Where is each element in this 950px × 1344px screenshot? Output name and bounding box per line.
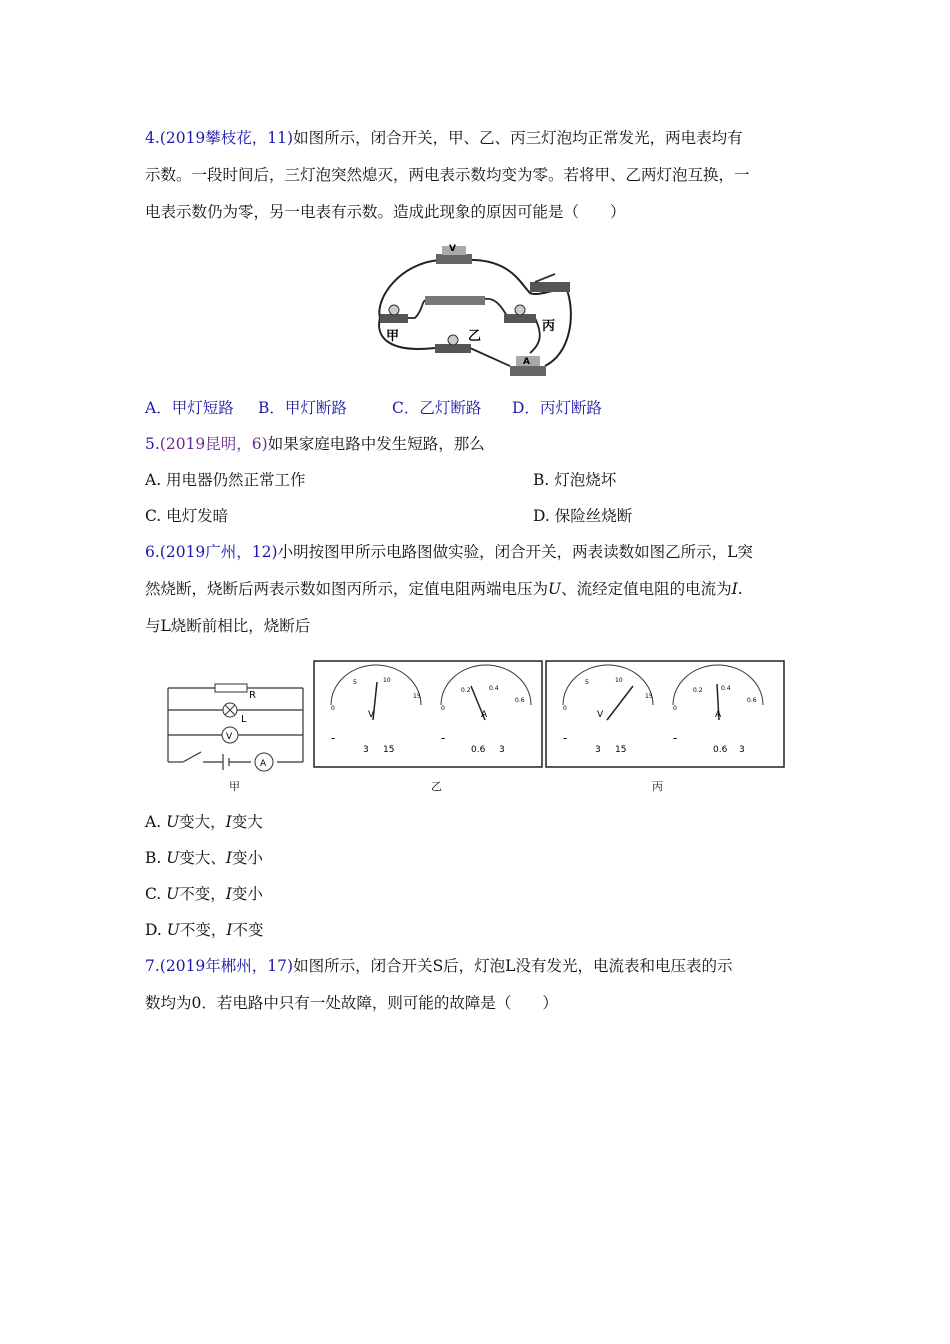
q4-source: (2019攀枝花，11) bbox=[159, 129, 294, 147]
q6-b-letter: B. bbox=[145, 849, 167, 867]
bing-v-scale-0: 0 bbox=[563, 705, 567, 712]
yi-v-scale-5: 5 bbox=[353, 679, 357, 686]
voltmeter-label: V bbox=[449, 244, 456, 254]
yi-v-scale-15: 15 bbox=[413, 693, 421, 700]
yi-v-3: 3 bbox=[363, 745, 369, 755]
voltmeter-base bbox=[436, 254, 472, 264]
q4-option-a: A．甲灯短路 bbox=[145, 399, 234, 417]
q5-option-a: A. 用电器仍然正常工作 bbox=[145, 471, 306, 489]
meter-panel-yi bbox=[313, 660, 543, 768]
q6-line-1 bbox=[145, 541, 753, 563]
q4-stem-2: 示数。一段时间后，三灯泡突然熄灭，两电表示数均变为零。若将甲、乙两灯泡互换，一 bbox=[145, 166, 750, 184]
q6-stem-3: 与L烧断前相比，烧断后 bbox=[145, 617, 311, 635]
lamp-jia-label: 甲 bbox=[386, 329, 400, 344]
yi-a-3: 3 bbox=[499, 745, 505, 755]
q7-line-1 bbox=[145, 955, 732, 977]
q6-b-t2: 变小 bbox=[231, 849, 263, 867]
q4-option-c: C．乙灯断路 bbox=[392, 399, 482, 417]
q6-a-u: U bbox=[166, 813, 180, 831]
yi-v-scale-0: 0 bbox=[331, 705, 335, 712]
q6-c-i: I bbox=[225, 885, 232, 903]
bing-v-scale-15: 15 bbox=[645, 693, 653, 700]
lamp-label: L bbox=[241, 714, 247, 725]
q6-d-i: I bbox=[226, 921, 233, 939]
bing-a-3: 3 bbox=[739, 745, 745, 755]
q5-option-b: B. 灯泡烧坏 bbox=[533, 471, 617, 489]
yi-a-06: 0.6 bbox=[471, 745, 486, 755]
caption-yi: 乙 bbox=[431, 780, 442, 793]
bing-a-letter: A bbox=[715, 710, 722, 720]
q6-b-u: U bbox=[166, 849, 180, 867]
q6-a-t2: 变大 bbox=[231, 813, 263, 831]
bing-v-scale-10: 10 bbox=[615, 677, 623, 684]
q6-option-a bbox=[145, 811, 263, 833]
q6-a-t1: 变大， bbox=[179, 813, 226, 831]
bing-a-06: 0.6 bbox=[713, 745, 728, 755]
q4-number: 4. bbox=[145, 129, 160, 147]
q6-option-b bbox=[145, 847, 263, 869]
q6-var-i: I. bbox=[731, 580, 743, 598]
q6-option-d bbox=[145, 919, 263, 941]
q5-source: (2019昆明，6) bbox=[159, 435, 268, 453]
q5-line bbox=[145, 433, 485, 455]
yi-a-scale-06: 0.6 bbox=[515, 697, 525, 704]
q5-number: 5. bbox=[145, 435, 160, 453]
switch-base bbox=[530, 282, 570, 292]
q7-source: (2019年郴州，17) bbox=[159, 957, 294, 975]
yi-v-15: 15 bbox=[383, 745, 395, 755]
q6-c-letter: C. bbox=[145, 885, 167, 903]
q6-b-i: I bbox=[225, 849, 232, 867]
q6-line-2 bbox=[145, 578, 743, 600]
q4-line-1 bbox=[145, 127, 743, 149]
bing-a-scale-02: 0.2 bbox=[693, 687, 703, 694]
q6-stem-2b: 、流经定值电阻的电流为 bbox=[561, 580, 732, 598]
q6-circuit-diagram bbox=[163, 680, 308, 775]
bing-a-neg: - bbox=[673, 731, 678, 745]
q6-d-t2: 不变 bbox=[232, 921, 264, 939]
q4-stem-3: 电表示数仍为零，另一电表有示数。造成此现象的原因可能是（ ） bbox=[145, 203, 626, 221]
lamp-yi-label: 乙 bbox=[468, 329, 482, 344]
q7-stem-2: 数均为0．若电路中只有一处故障，则可能的故障是（ ） bbox=[145, 994, 558, 1012]
q4-option-b: B．甲灯断路 bbox=[258, 399, 347, 417]
q6-b-t1: 变大、 bbox=[179, 849, 226, 867]
bing-a-scale-06: 0.6 bbox=[747, 697, 757, 704]
yi-a-scale-04: 0.4 bbox=[489, 685, 499, 692]
bing-v-letter: V bbox=[597, 710, 604, 720]
q6-a-letter: A. bbox=[145, 813, 167, 831]
yi-a-letter: A bbox=[481, 710, 488, 720]
caption-bing: 丙 bbox=[652, 780, 663, 793]
lamp-bing-label: 丙 bbox=[542, 319, 556, 334]
q6-source: (2019广州，12) bbox=[159, 543, 278, 561]
q6-c-u: U bbox=[166, 885, 180, 903]
q5-option-c: C. 电灯发暗 bbox=[145, 507, 229, 525]
q7-stem-1: 如图所示，闭合开关S后，灯泡L没有发光，电流表和电压表的示 bbox=[293, 957, 733, 975]
meter-panel-bing bbox=[545, 660, 785, 768]
q6-a-i: I bbox=[225, 813, 232, 831]
caption-jia: 甲 bbox=[229, 780, 240, 793]
q6-c-t2: 变小 bbox=[231, 885, 263, 903]
rheostat bbox=[425, 296, 485, 305]
resistor-r bbox=[215, 684, 247, 692]
yi-v-scale-10: 10 bbox=[383, 677, 391, 684]
bing-v-3: 3 bbox=[595, 745, 601, 755]
q4-stem-1: 如图所示，闭合开关，甲、乙、丙三灯泡均正常发光，两电表均有 bbox=[293, 129, 743, 147]
q6-c-t1: 不变， bbox=[179, 885, 226, 903]
yi-v-neg: - bbox=[331, 731, 336, 745]
q5-option-d: D. 保险丝烧断 bbox=[533, 507, 633, 525]
q6-d-t1: 不变， bbox=[179, 921, 227, 939]
q6-stem-1: 小明按图甲所示电路图做实验，闭合开关，两表读数如图乙所示，L突 bbox=[277, 543, 753, 561]
q6-d-letter: D. bbox=[145, 921, 167, 939]
bing-v-scale-5: 5 bbox=[585, 679, 589, 686]
q6-var-u: U bbox=[548, 580, 562, 598]
q4-option-d: D．丙灯断路 bbox=[512, 399, 602, 417]
voltmeter-symbol-label: V bbox=[226, 732, 233, 742]
ammeter-symbol-label: A bbox=[260, 759, 267, 769]
yi-a-neg: - bbox=[441, 731, 446, 745]
q6-number: 6. bbox=[145, 543, 160, 561]
q4-circuit-figure bbox=[370, 238, 580, 383]
bing-v-neg: - bbox=[563, 731, 568, 745]
yi-v-letter: V bbox=[368, 710, 375, 720]
yi-a-scale-02: 0.2 bbox=[461, 687, 471, 694]
ammeter-base bbox=[510, 366, 546, 376]
yi-a-scale-0: 0 bbox=[441, 705, 445, 712]
bing-a-scale-0: 0 bbox=[673, 705, 677, 712]
q6-stem-2a: 然烧断，烧断后两表示数如图丙所示，定值电阻两端电压为 bbox=[145, 580, 549, 598]
q5-stem: 如果家庭电路中发生短路，那么 bbox=[267, 435, 485, 453]
bing-a-scale-04: 0.4 bbox=[721, 685, 731, 692]
q7-number: 7. bbox=[145, 957, 160, 975]
ammeter-label: A bbox=[523, 357, 530, 367]
q6-d-u: U bbox=[166, 921, 180, 939]
bing-v-15: 15 bbox=[615, 745, 627, 755]
q6-option-c bbox=[145, 883, 263, 905]
resistor-label: R bbox=[249, 690, 256, 701]
